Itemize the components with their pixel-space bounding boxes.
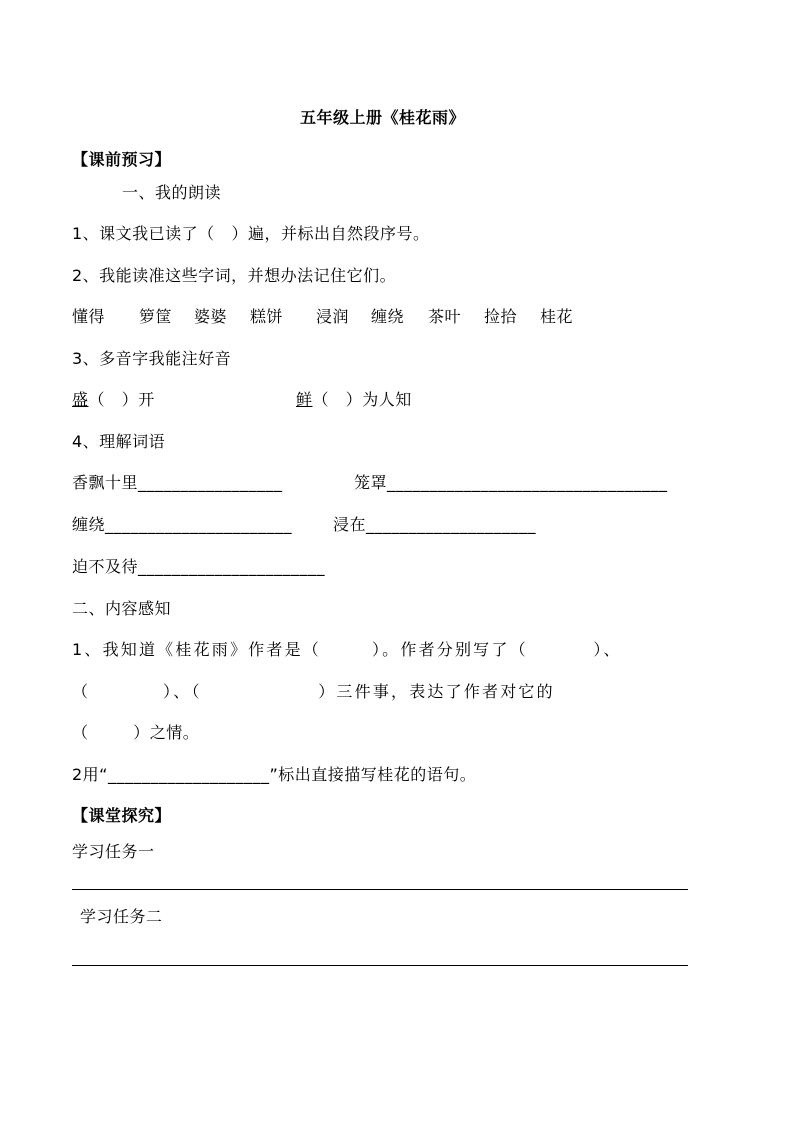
polyphone-blank: （ ）为人知 [312, 390, 412, 409]
word-item: 缠绕 [371, 307, 405, 326]
part1-heading: 一、我的朗读 [122, 183, 222, 202]
vocab-field[interactable]: 浸在____________________ [333, 515, 537, 534]
task-1-answer-line[interactable] [72, 889, 688, 890]
content-question-1: 1、我知道《桂花雨》作者是（ ）。作者分别写了（ ）、 [72, 640, 622, 659]
polyphone-char: 盛 [72, 390, 89, 409]
page-title: 五年级上册《桂花雨》 [300, 108, 466, 127]
word-item: 箩筐 [139, 307, 173, 326]
polyphone-1 [72, 390, 155, 410]
word-item: 懂得 [72, 307, 106, 326]
part2-heading: 二、内容感知 [72, 599, 172, 618]
polyphone-2 [296, 390, 412, 410]
word-item: 婆婆 [194, 307, 228, 326]
vocab-field[interactable]: 缠绕______________________ [72, 515, 293, 534]
section-heading-class: 【课堂探究】 [72, 806, 172, 825]
vocab-field[interactable]: 香飘十里_________________ [72, 473, 283, 492]
word-item: 浸润 [316, 307, 350, 326]
polyphone-char: 鲜 [296, 390, 313, 409]
content-question-1-cont: （ ）、（ ）三件事，表达了作者对它的 [72, 682, 555, 701]
task-1-label: 学习任务一 [72, 842, 155, 861]
section-heading-preview: 【课前预习】 [72, 150, 172, 169]
item-polyphone: 3、多音字我能注好音 [72, 349, 232, 368]
word-item: 茶叶 [428, 307, 462, 326]
word-item: 捡拾 [484, 307, 518, 326]
word-item: 糕饼 [250, 307, 284, 326]
item-read-words: 2、我能读准这些字词，并想办法记住它们。 [72, 266, 397, 285]
task-2-answer-line[interactable] [72, 965, 688, 966]
content-question-2: 2用“___________________”标出直接描写桂花的语句。 [72, 765, 477, 784]
item-read-times: 1、课文我已读了（ ）遍，并标出自然段序号。 [72, 224, 430, 243]
word-item: 桂花 [540, 307, 574, 326]
vocab-field[interactable]: 笼罩_________________________________ [354, 473, 668, 492]
polyphone-blank: （ ）开 [88, 390, 155, 409]
content-question-1-end: （ ）之情。 [72, 723, 200, 742]
item-vocab: 4、理解词语 [72, 432, 166, 451]
vocab-field[interactable]: 迫不及待______________________ [72, 557, 326, 576]
task-2-label: 学习任务二 [80, 907, 163, 926]
